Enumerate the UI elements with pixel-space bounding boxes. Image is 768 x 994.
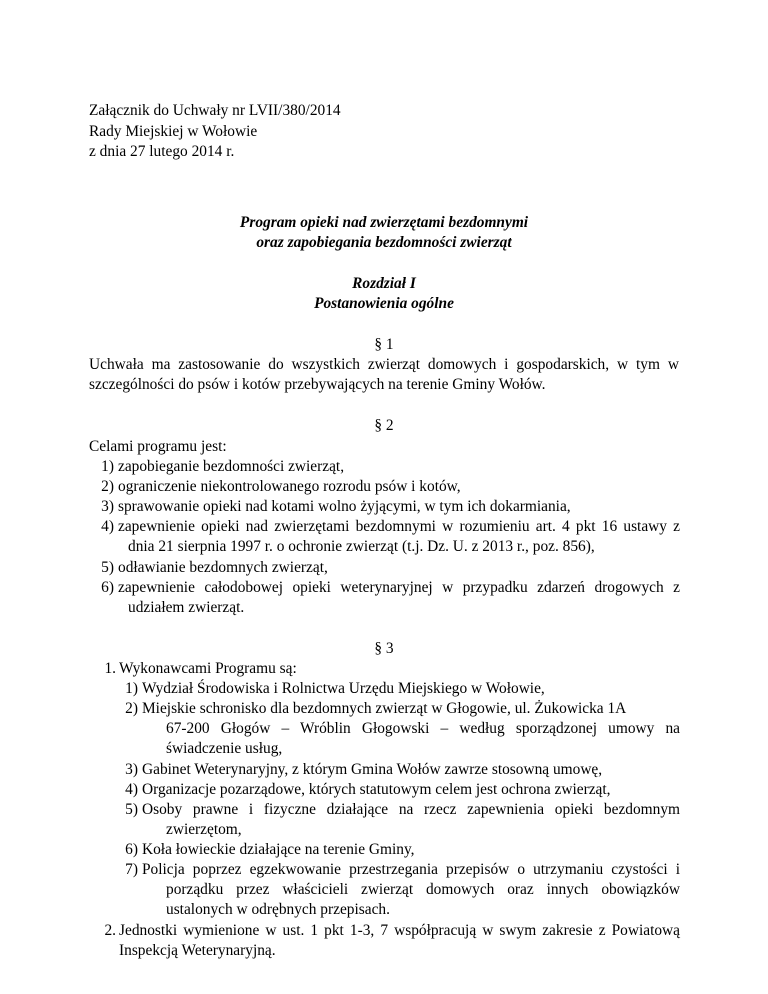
section-mark-1: § 1 bbox=[374, 336, 394, 353]
attachment-header bbox=[89, 101, 341, 163]
header-line-2: Rady Miejskiej w Wołowie bbox=[89, 122, 258, 140]
section-1-paragraph bbox=[89, 355, 679, 395]
document-page: Załącznik do Uchwały nr LVII/380/2014 Rady Miejskiej w Wołowie z dnia 27 lutego 2014 r. Program opieki nad zwierzętami bezdomnymi oraz zapobiegania bezdomności zwierząt Rozdział I Postanowienia ogólne § 1 Uchwała ma zastosowanie do wszystkich zwierząt domowych i gospodarskich, w tym w szczególności do psów i kotów przebywających na terenie Gminy Wołów. § 2 Celami programu jest: 1) zapobieganie bezdomności zwierząt, 2) ograniczenie niekontrolowanego rozrodu psów i kotów, 3) sprawowanie opieki nad kotami wolno żyjącymi, w tym ich dokarmiania, 4) zapewnienie opieki nad zwierzętami bezdomnymi w rozumieniu art. 4 pkt 16 ustawy z dnia 21 sierpnia 1997 r. o ochronie zwierząt (t.j. Dz. U. z 2013 r., poz. 856), 5) odławianie bezdomnych zwierząt, 6) zapewnienie całodobowej opieki weterynaryjnej w przypadku zdarzeń drogowych z udziałem zwierząt. § 3 1. Wykonawcami Programu są: 1) Wydział Środowiska i Rolnictwa Urzędu Miejskiego w Wołowie, 2) Miejskie schronisko dla bezdomnych zwierząt w Głogowie, ul. Żukowicka 1A 67-200 Głogów – Wróblin Głogowski – według sporządzonej umowy na świadczenie usług, 3) Gabinet Weterynaryjny, z którym Gmina Wołów zawrze stosowną umowę, 4) Organizacje pozarządowe, których statutowym celem jest ochrona zwierząt, 5) Osoby prawne i fizyczne działające na rzecz zapewnienia opieki bezdomnym zwierzętom, 6) Koła łowieckie działające na terenie Gminy, 7) Policja poprzez egzekwowanie przestrzegania przepisów o utrzymaniu czystości i porządku przez właścicieli zwierząt domowych oraz innych obowiązków ustalonych w odrębnych przepisach. 2. Jednostki wymienione w ust. 1 pkt 1-3, 7 współpracują w swym zakresie z Powiatową Inspekcją Weterynaryjną. bbox=[0, 0, 768, 994]
section-mark-3: § 3 bbox=[374, 640, 394, 657]
document-title-line-1: Program opieki nad zwierzętami bezdomnymi bbox=[239, 214, 529, 231]
header-line-3: z dnia 27 lutego 2014 r. bbox=[89, 143, 235, 160]
chapter-name: Postanowienia ogólne bbox=[314, 295, 454, 312]
document-title-line-2: oraz zapobiegania bezdomności zwierząt bbox=[256, 234, 512, 251]
section-1-line-1: Uchwała ma zastosowanie do wszystkich zwierząt domowych i gospodarskich, w tym w bbox=[89, 356, 679, 373]
section-mark-2: § 2 bbox=[374, 417, 394, 434]
header-line-1: Załącznik do Uchwały nr LVII/380/2014 bbox=[89, 102, 341, 119]
section-1-line-2: szczególności do psów i kotów przebywających na terenie Gminy Wołów. bbox=[89, 376, 546, 393]
section-2-intro: Celami programu jest: bbox=[89, 438, 227, 455]
chapter-number: Rozdział I bbox=[352, 275, 416, 292]
